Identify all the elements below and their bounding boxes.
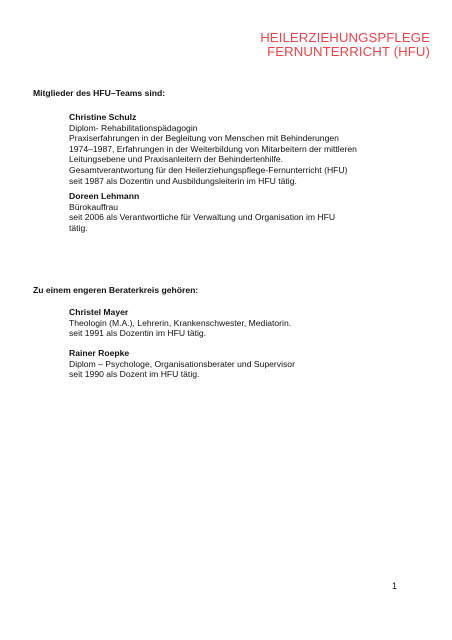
person-christel-mayer bbox=[69, 307, 429, 339]
header-line-2: FERNUNTERRICHT (HFU) bbox=[267, 44, 430, 59]
person-detail-line: Theologin (M.A.), Lehrerin, Krankenschwester, Mediatorin. bbox=[69, 317, 292, 328]
header-line-1: HEILERZIEHUNGSPFLEGE bbox=[260, 30, 430, 45]
person-detail-line: seit 2006 als Verantwortliche für Verwaltung und Organisation im HFU bbox=[69, 212, 336, 223]
person-detail-line: seit 1987 als Dozentin und Ausbildungsleiterin im HFU tätig. bbox=[69, 175, 297, 186]
person-detail-line: tätig. bbox=[69, 222, 88, 233]
person-name: Christel Mayer bbox=[69, 307, 129, 317]
person-detail-line: Gesamtverantwortung für den Heilerziehungspflege-Fernunterricht (HFU) bbox=[69, 164, 348, 175]
person-detail-line: Diplom- Rehabilitationspädagogin bbox=[69, 122, 198, 133]
person-detail-line: Praxiserfahrungen in der Begleitung von Menschen mit Behinderungen bbox=[69, 133, 339, 144]
person-name: Christine Schulz bbox=[69, 112, 137, 122]
person-rainer-roepke bbox=[69, 348, 429, 380]
page-number: 1 bbox=[391, 581, 397, 591]
person-christine-schulz bbox=[69, 112, 429, 186]
section-title-advisors: Zu einem engeren Beraterkreis gehören: bbox=[33, 285, 199, 295]
person-detail-line: Bürokauffrau bbox=[69, 201, 119, 212]
person-name: Doreen Lehmann bbox=[69, 191, 140, 201]
person-name: Rainer Roepke bbox=[69, 348, 130, 358]
person-detail-line: 1974–1987, Erfahrungen in der Weiterbildung von Mitarbeitern der mittleren bbox=[69, 143, 357, 154]
person-doreen-lehmann bbox=[69, 191, 429, 233]
person-detail-line: Diplom – Psychologe, Organisationsberater und Supervisor bbox=[69, 358, 295, 369]
person-detail-line: seit 1990 als Dozent im HFU tätig. bbox=[69, 369, 200, 380]
person-detail-line: seit 1991 als Dozentin im HFU tätig. bbox=[69, 328, 207, 339]
document-header bbox=[260, 31, 430, 59]
section-title-team: Mitglieder des HFU–Teams sind: bbox=[33, 88, 166, 98]
person-detail-line: Leitungsebene und Praxisanleitern der Behindertenhilfe. bbox=[69, 154, 284, 165]
